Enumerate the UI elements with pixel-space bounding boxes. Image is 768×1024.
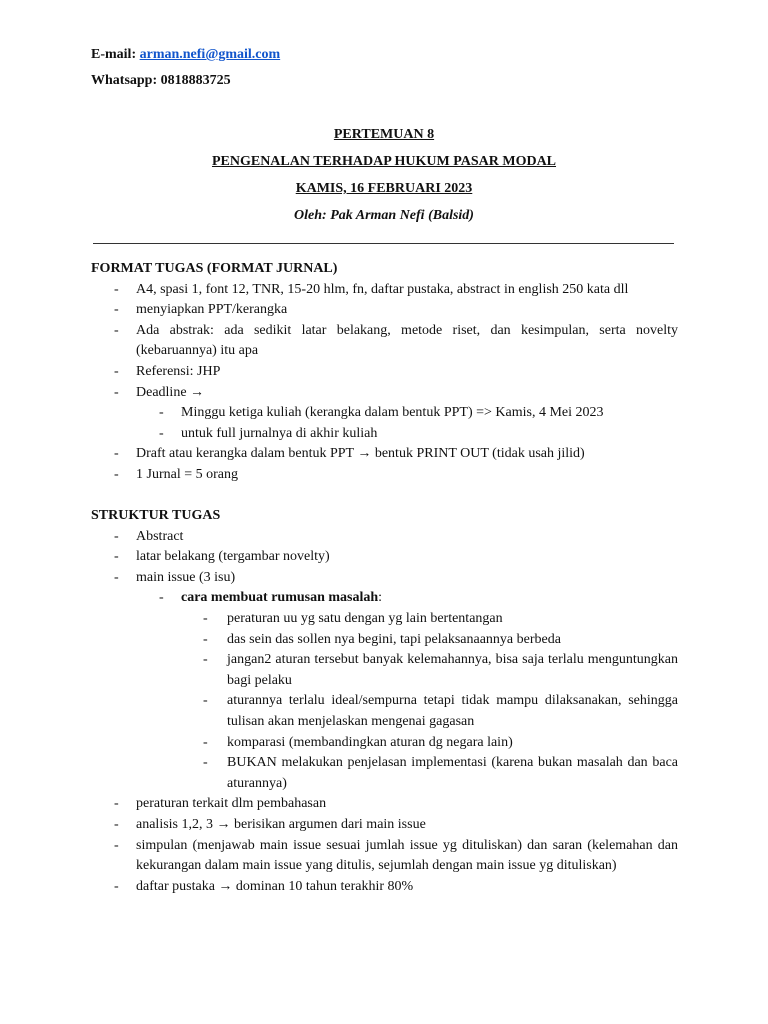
topic-title: PENGENALAN TERHADAP HUKUM PASAR MODAL: [211, 154, 557, 169]
sub-sub-list-item: - das sein das sollen nya begini, tapi pelaksanaannya berbeda: [91, 630, 678, 651]
sub-sub-list-item: - jangan2 aturan tersebut banyak kelemahannya, bisa saja terlalu menguntungkan bagi pelaku: [203, 652, 678, 688]
bullet-dash: -: [114, 363, 119, 379]
sub-sub-list-item: - aturannya terlalu ideal/sempurna tetapi tidak mampu dilaksanakan, sehingga tulisan akan menjelaskan mengenai gagasan: [203, 693, 678, 729]
list-item: - Draft atau kerangka dalam bentuk PPT → bentuk PRINT OUT (tidak usah jilid): [91, 444, 678, 465]
bullet-dash: -: [114, 569, 119, 585]
bullet-dash: -: [114, 816, 119, 832]
list-item: - Referensi: JHP: [91, 362, 678, 383]
bullet-dash: -: [203, 693, 208, 709]
sub-list-item: - cara membuat rumusan masalah:: [91, 588, 678, 609]
list-item: - main issue (3 isu): [91, 568, 678, 589]
list-item: - simpulan (menjawab main issue sesuai jumlah issue yg dituliskan) dan saran (kelemahan dan kekurangan dalam main issue yang ditulis, sejumlah dengan main issue yg dituliskan): [114, 837, 678, 874]
bullet-dash: -: [114, 528, 119, 544]
format-section: [91, 259, 678, 486]
format-heading: FORMAT TUGAS (FORMAT JURNAL): [91, 261, 338, 276]
bullet-dash: -: [159, 590, 164, 606]
email-link[interactable]: arman.nefi@gmail.com: [139, 47, 281, 62]
bullet-dash: -: [114, 796, 119, 812]
list-item: - Ada abstrak: ada sedikit latar belakang, metode riset, dan kesimpulan, serta novelty (kebaruannya) itu apa: [114, 322, 678, 359]
whatsapp-line: Whatsapp: 0818883725: [91, 73, 231, 88]
list-item: - A4, spasi 1, font 12, TNR, 15-20 hlm, fn, daftar pustaka, abstract in english 250 kata dll: [91, 280, 678, 301]
sub-sub-list-item: - komparasi (membandingkan aturan dg negara lain): [91, 733, 678, 754]
bullet-dash: -: [203, 631, 208, 647]
bold-subheading: cara membuat rumusan masalah: [181, 590, 379, 606]
list-item: - Abstract: [91, 527, 678, 548]
list-item: - menyiapkan PPT/kerangka: [91, 300, 678, 321]
bullet-dash: -: [114, 302, 119, 318]
bullet-dash: -: [159, 405, 164, 421]
bullet-dash: -: [114, 837, 119, 853]
list-item: - latar belakang (tergambar novelty): [91, 547, 678, 568]
bullet-dash: -: [203, 610, 208, 626]
bullet-dash: -: [203, 755, 208, 771]
list-item: - Deadline →: [91, 383, 678, 404]
list-item: - peraturan terkait dlm pembahasan: [91, 794, 678, 815]
bullet-dash: -: [114, 878, 119, 894]
bullet-dash: -: [114, 446, 119, 462]
structure-section: [91, 506, 678, 897]
date-title: KAMIS, 16 FEBRUARI 2023: [295, 181, 473, 196]
format-list: [91, 280, 678, 486]
bullet-dash: -: [203, 652, 208, 668]
email-line: [91, 47, 280, 63]
bullet-dash: -: [203, 734, 208, 750]
sub-list-item: - Minggu ketiga kuliah (kerangka dalam bentuk PPT) => Kamis, 4 Mei 2023: [91, 403, 678, 424]
structure-heading: STRUKTUR TUGAS: [91, 508, 221, 523]
bullet-dash: -: [114, 384, 119, 400]
bullet-dash: -: [114, 549, 119, 565]
bullet-dash: -: [114, 281, 119, 297]
horizontal-divider: [93, 243, 674, 244]
email-label: E-mail:: [91, 47, 140, 62]
sub-sub-list-item: - BUKAN melakukan penjelasan implementasi (karena bukan masalah dan baca aturannya): [203, 755, 678, 791]
sub-list-item: - untuk full jurnalnya di akhir kuliah: [91, 424, 678, 445]
structure-list: [91, 527, 678, 898]
bullet-dash: -: [159, 425, 164, 441]
bullet-dash: -: [114, 466, 119, 482]
sub-sub-list-item: - peraturan uu yg satu dengan yg lain bertentangan: [91, 609, 678, 630]
bullet-dash: -: [114, 322, 119, 338]
list-item: - daftar pustaka → dominan 10 tahun terakhir 80%: [91, 877, 678, 898]
list-item: - analisis 1,2, 3 → berisikan argumen dari main issue: [91, 815, 678, 836]
list-item: - 1 Jurnal = 5 orang: [91, 465, 678, 486]
lecturer-line: Oleh: Pak Arman Nefi (Balsid): [294, 208, 474, 223]
meeting-title: PERTEMUAN 8: [333, 127, 435, 142]
